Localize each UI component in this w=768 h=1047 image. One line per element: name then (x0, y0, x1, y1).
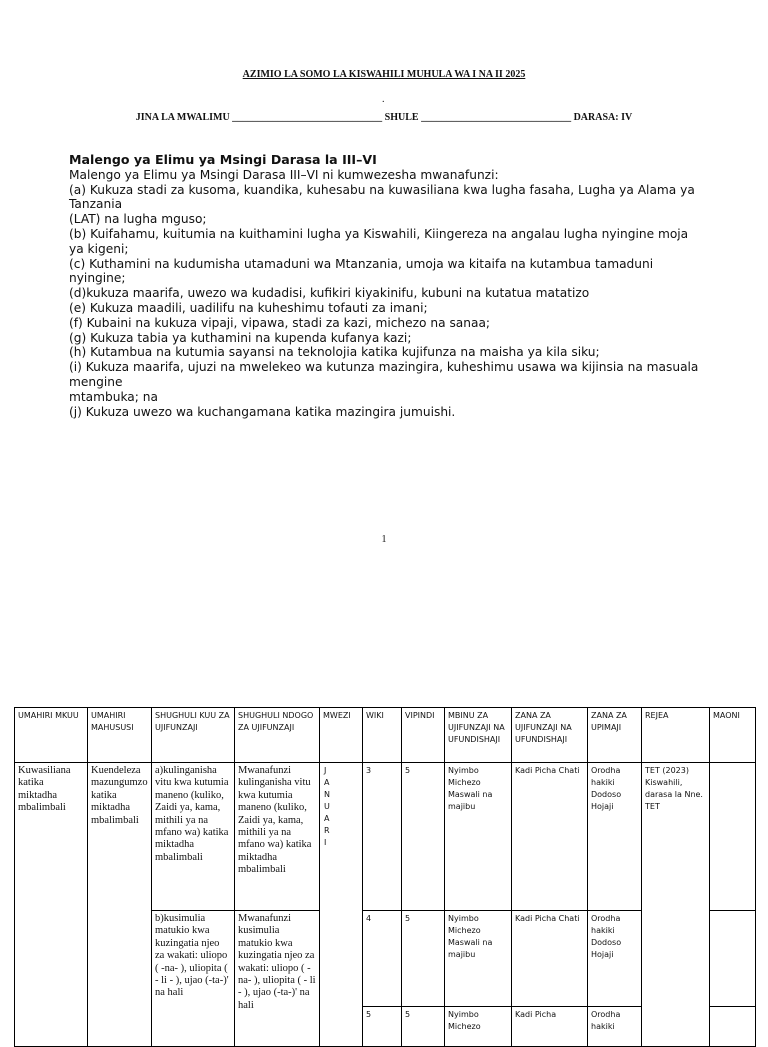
main-activity-cell: a)kulinganisha vitu kwa kutumia maneno (kuliko, Zaidi ya, kama, mithili ya na mfano wa) katika miktadha mbalimbali (152, 763, 235, 911)
goals-line: (b) Kuifahamu, kuitumia na kuithamini lugha ya Kiswahili, Kiingereza na angalau lugha nyingine moja ya kigeni; (69, 226, 689, 256)
month-letter: I (324, 838, 327, 847)
education-goals-section (69, 153, 699, 419)
assessment-cell: Orodha hakiki (588, 1007, 642, 1047)
week-cell: 5 (363, 1007, 402, 1047)
column-header: UMAHIRI MAHUSUSI (88, 708, 152, 763)
goals-line: mtambuka; na (69, 389, 158, 404)
methods-cell: Nyimbo Michezo Maswali na majibu (445, 763, 512, 911)
week-cell: 3 (363, 763, 402, 911)
column-header: ZANA ZA UPIMAJI (588, 708, 642, 763)
goals-line: (a) Kukuza stadi za kusoma, kuandika, kuhesabu na kuwasiliana kwa lugha fasaha, Lugha ya Alama ya Tanzania (69, 182, 695, 212)
goals-line: (LAT) na lugha mguso; (69, 212, 207, 227)
column-header: MBINU ZA UJIFUNZAJI NA UFUNDISHAJI (445, 708, 512, 763)
periods-cell: 5 (402, 1007, 445, 1047)
reference-cell: TET (2023) Kiswahili, darasa la Nne. TET (642, 763, 710, 1047)
month-letter: J (324, 766, 327, 775)
column-header: REJEA (642, 708, 710, 763)
periods-cell: 5 (402, 763, 445, 911)
month-letter: R (324, 826, 330, 835)
teacher-info-line: JINA LA MWALIMU ______________________________ SHULE ______________________________ DARASA: IV (135, 112, 633, 123)
week-cell: 4 (363, 911, 402, 1007)
month-letter: A (324, 778, 330, 787)
column-header: WIKI (363, 708, 402, 763)
goals-line: (e) Kukuza maadili, uadilifu na kuheshimu tofauti za imani; (69, 300, 428, 315)
goals-line: (f) Kubaini na kukuza vipaji, vipawa, stadi za kazi, michezo na sanaa; (69, 315, 491, 330)
periods-cell: 5 (402, 911, 445, 1007)
column-header: ZANA ZA UJIFUNZAJI NA UFUNDISHAJI (512, 708, 588, 763)
assessment-cell: Orodha hakiki Dodoso Hojaji (588, 763, 642, 911)
methods-cell: Nyimbo Michezo Maswali na majibu (445, 911, 512, 1007)
goals-heading: Malengo ya Elimu ya Msingi Darasa la III–VI (69, 152, 377, 167)
column-header: SHUGHULI NDOGO ZA UJIFUNZAJI (235, 708, 320, 763)
month-cell (320, 763, 363, 1047)
table-header-row (15, 708, 756, 763)
column-header: UMAHIRI MKUU (15, 708, 88, 763)
remarks-cell (710, 911, 756, 1007)
table-row (15, 763, 756, 911)
materials-cell: Kadi Picha Chati (512, 911, 588, 1007)
materials-cell: Kadi Picha Chati (512, 763, 588, 911)
remarks-cell (710, 763, 756, 911)
goals-line: (j) Kukuza uwezo wa kuchangamana katika mazingira jumuishi. (69, 404, 456, 419)
sub-activity-cell: Mwanafunzi kulinganisha vitu kwa kutumia maneno (kuliko, Zaidi ya, kama, mithili ya na mfano wa) katika miktadha mbalimbali (235, 763, 320, 911)
methods-cell: Nyimbo Michezo (445, 1007, 512, 1047)
title-dot: . (382, 94, 385, 105)
column-header: MAONI (710, 708, 756, 763)
column-header: SHUGHULI KUU ZA UJIFUNZAJI (152, 708, 235, 763)
main-competence-cell: Kuwasiliana katika miktadha mbalimbali (15, 763, 88, 1047)
column-header: MWEZI (320, 708, 363, 763)
goals-line: Malengo ya Elimu ya Msingi Darasa III–VI ni kumwezesha mwanafunzi: (69, 167, 499, 182)
scheme-of-work-table (14, 707, 756, 1047)
goals-line: (i) Kukuza maarifa, ujuzi na mwelekeo wa kutunza mazingira, kuheshimu usawa wa kijinsia na masuala mengine (69, 360, 699, 389)
specific-competence-cell: Kuendeleza mazungumzo katika miktadha mbalimbali (88, 763, 152, 1047)
month-letter: N (324, 790, 330, 799)
remarks-cell (710, 1007, 756, 1047)
column-header: VIPINDI (402, 708, 445, 763)
page-number: 1 (381, 534, 387, 545)
materials-cell: Kadi Picha (512, 1007, 588, 1047)
main-activity-cell: b)kusimulia matukio kwa kuzingatia njeo za wakati: uliopo ( -na- ), uliopita ( - li - ), ujao (-ta-)' na hali (152, 911, 235, 1047)
goals-line: (c) Kuthamini na kudumisha utamaduni wa Mtanzania, umoja wa kitaifa na kutambua tamaduni nyingine; (69, 256, 654, 286)
sub-activity-cell: Mwanafunzi kusimulia matukio kwa kuzingatia njeo za wakati: uliopo ( -na- ), uliopita ( - li - ), ujao (-ta-)' na hali (235, 911, 320, 1047)
assessment-cell: Orodha hakiki Dodoso Hojaji (588, 911, 642, 1007)
month-letter: U (324, 802, 330, 811)
document-title: AZIMIO LA SOMO LA KISWAHILI MUHULA WA I NA II 2025 (242, 69, 526, 80)
month-letter: A (324, 814, 330, 823)
goals-line: (g) Kukuza tabia ya kuthamini na kupenda kufanya kazi; (69, 330, 412, 345)
goals-line: (h) Kutambua na kutumia sayansi na teknolojia katika kujifunza na maisha ya kila siku; (69, 345, 600, 360)
goals-line: (d)kukuza maarifa, uwezo wa kudadisi, kufikiri kiyakinifu, kubuni na kutatua matatizo (69, 286, 590, 301)
